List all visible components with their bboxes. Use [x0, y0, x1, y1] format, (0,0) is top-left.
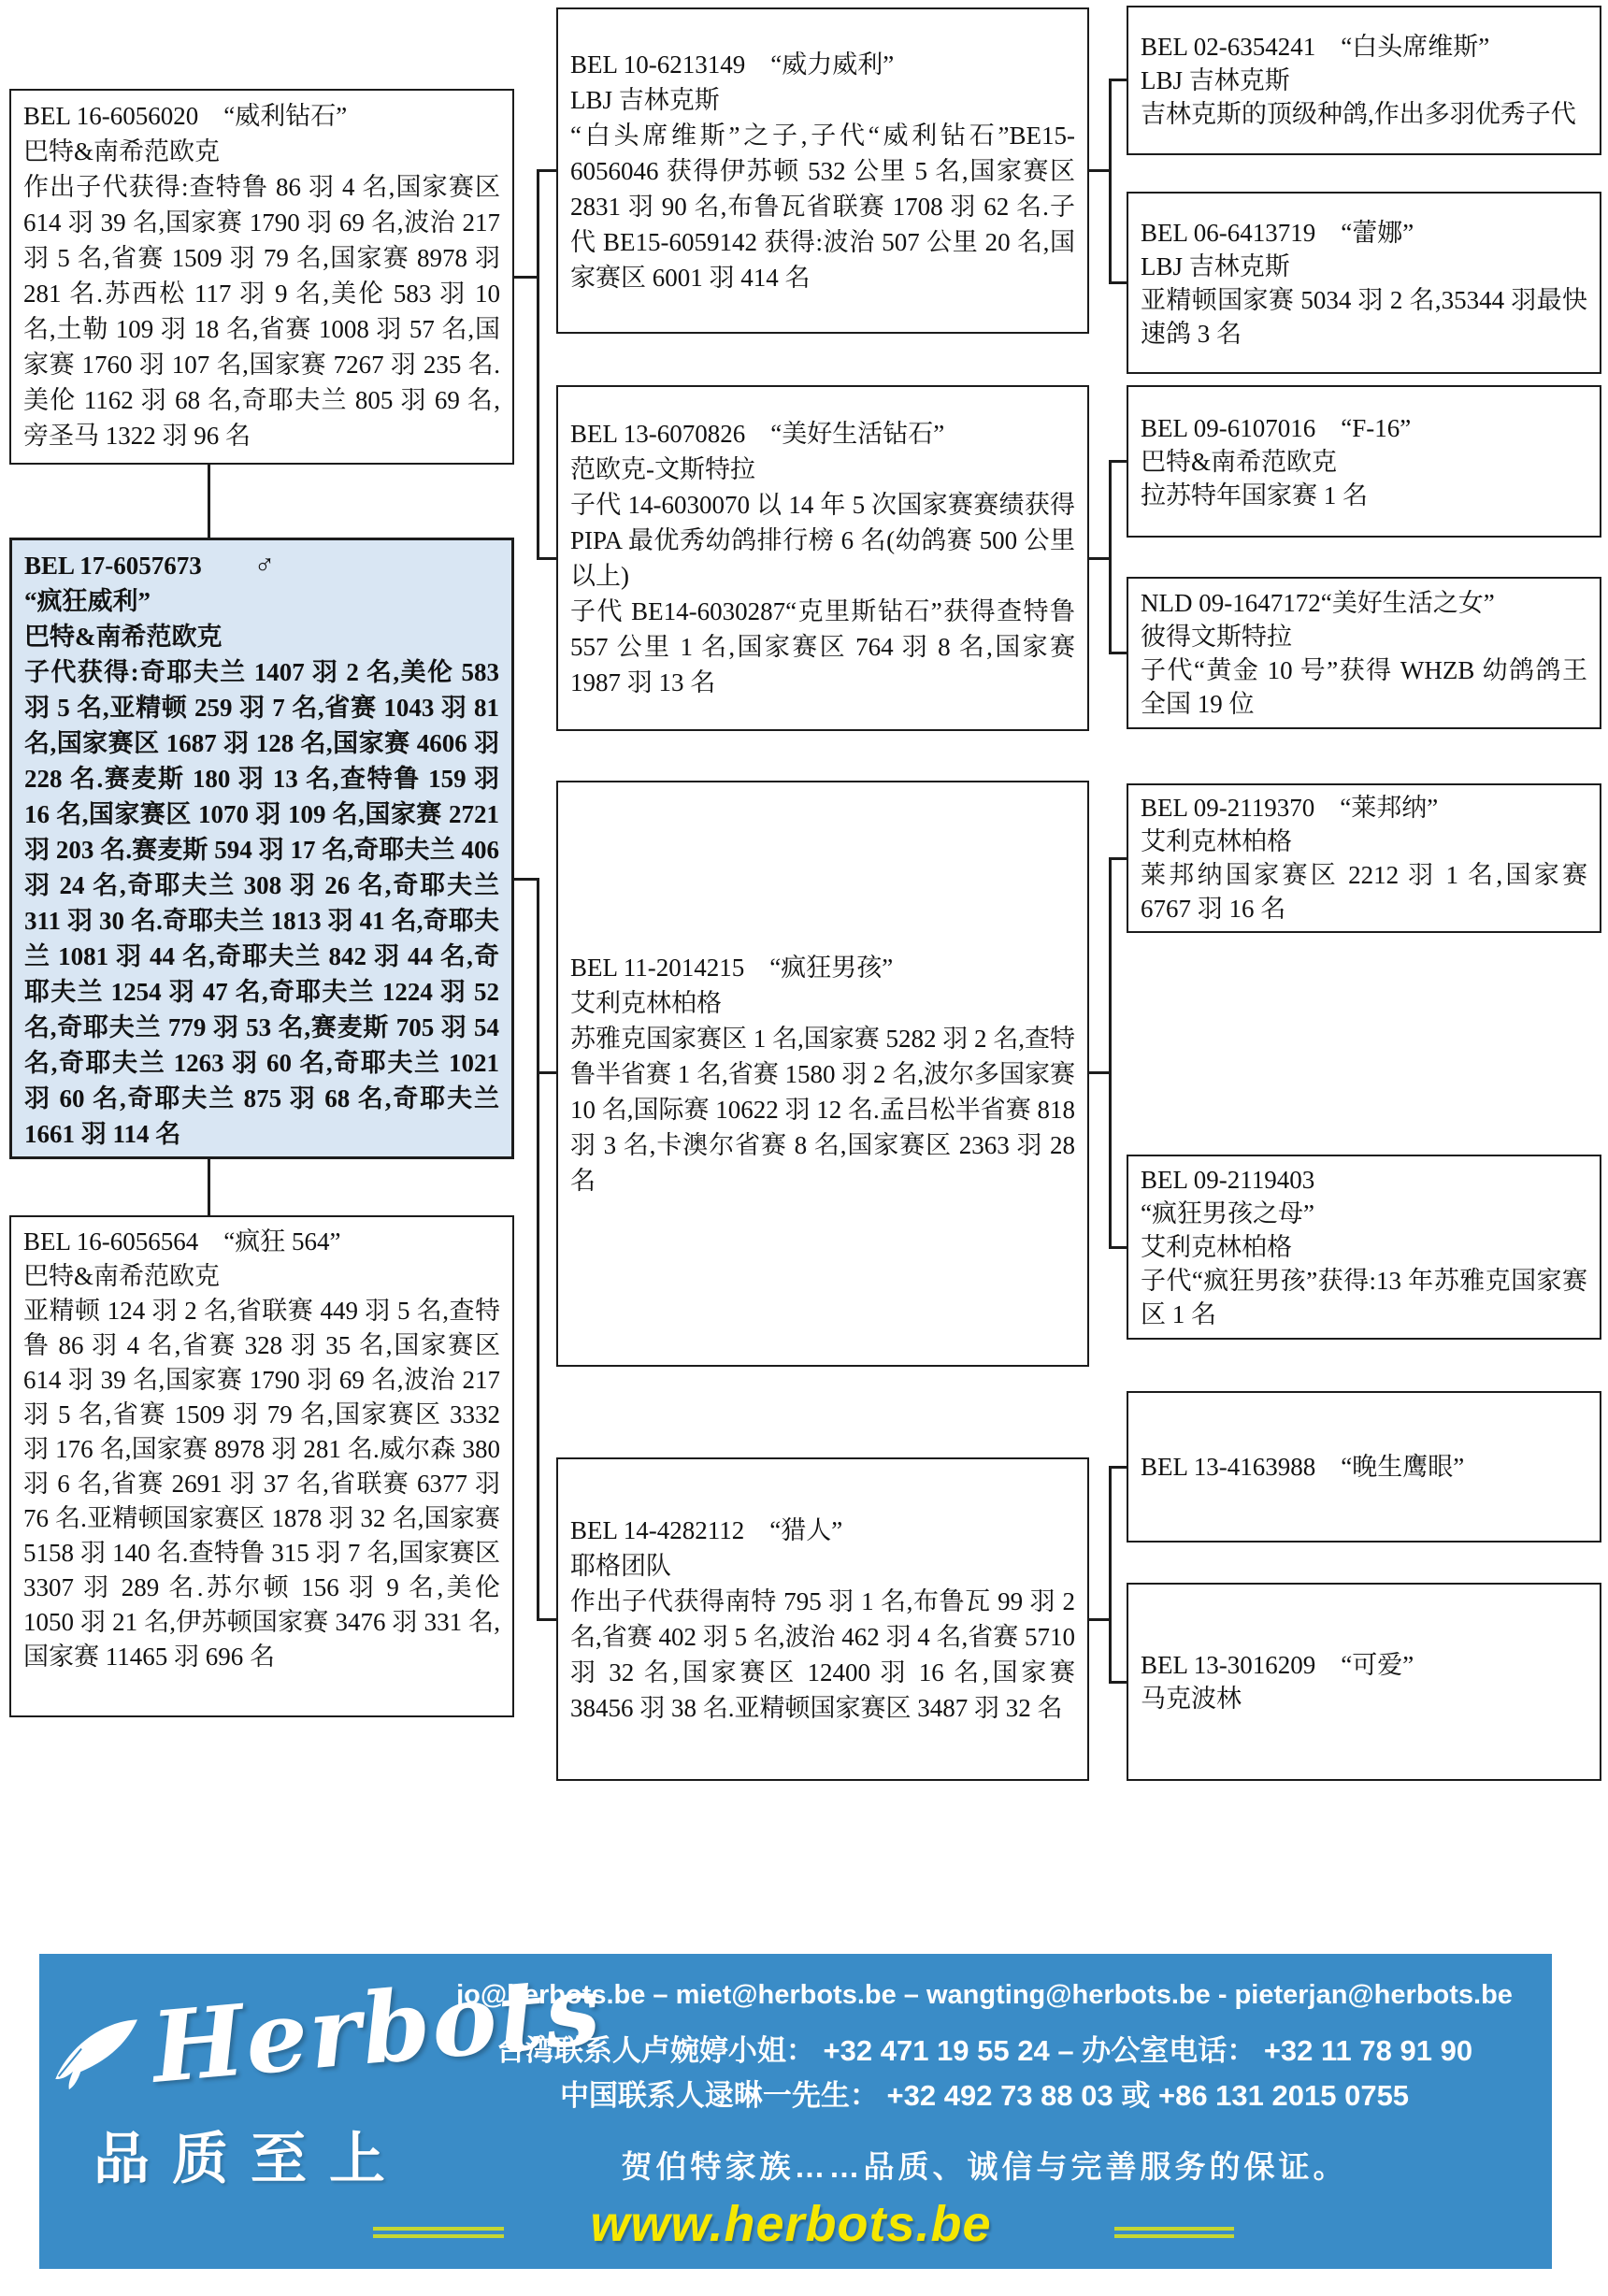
connector-line [1109, 1681, 1127, 1684]
performance-text: 亚精顿 124 羽 2 名,省联赛 449 羽 5 名,查特鲁 86 羽 4 名,省赛 328 羽 35 名,国家赛区 614 羽 39 名,国家赛 1790 羽 69 名,波治 217 羽 5 名,省赛 1509 羽 79 名,国家赛区 3332 羽 176 名,国家赛 8978 羽 281 名.威尔森 380 羽 6 名,省赛 2691 羽 37 名,省联赛 6377 羽 76 名.亚精顿国家赛区 1878 羽 32 名,国家赛 5158 羽 140 名.查特鲁 315 羽 7 名,国家赛区 3307 羽 289 名.苏尔顿 156 羽 9 名,美伦 1050 羽 21 名,伊苏顿国家赛 3476 羽 331 名,国家赛 11465 羽 696 名 [23, 1297, 500, 1671]
fancier-name: LBJ 吉林克斯 [1141, 66, 1290, 94]
ring-number-line [24, 548, 499, 583]
connector-line [514, 276, 539, 279]
connector-line [1109, 1466, 1112, 1684]
fancier-name: 巴特&南希范欧克 [23, 137, 221, 165]
performance-text: 子代 14-6030070 以 14 年 5 次国家赛赛绩获得 PIPA 最优秀幼鸽排行榜 6 名(幼鸽赛 500 公里以上) [570, 491, 1075, 590]
ring-number: BEL 09-2119403 [1141, 1166, 1315, 1194]
banner-tagline: 品质至上 [93, 2127, 408, 2192]
performance-text: 子代获得:奇耶夫兰 1407 羽 2 名,美伦 583 羽 5 名,亚精顿 259 羽 7 名,省赛 1043 羽 81 名,国家赛区 1687 羽 128 名,国家赛 4606 羽 228 名.赛麦斯 180 羽 13 名,查特鲁 159 羽 16 名,国家赛区 1070 羽 109 名,国家赛 2721 羽 203 名.赛麦斯 594 羽 17 名,奇耶夫兰 406 羽 24 名,奇耶夫兰 308 羽 26 名,奇耶夫兰 311 羽 30 名.奇耶夫兰 1813 羽 41 名,奇耶夫兰 1081 羽 44 名,奇耶夫兰 842 羽 44 名,奇耶夫兰 1254 羽 47 名,奇耶夫兰 1224 羽 52 名,奇耶夫兰 779 羽 53 名,赛麦斯 705 羽 54 名,奇耶夫兰 1263 羽 60 名,奇耶夫兰 1021 羽 60 名,奇耶夫兰 875 羽 68 名,奇耶夫兰 1661 羽 114 名 [24, 658, 499, 1148]
performance-text: 吉林克斯的顶级种鸽,作出多羽优秀子代 [1141, 100, 1576, 128]
performance-text: 亚精顿国家赛 5034 羽 2 名,35344 羽最快速鸽 3 名 [1141, 285, 1587, 348]
pedigree-box-nld-09-1647172 [1127, 577, 1601, 729]
connector-line [1109, 460, 1112, 654]
fancier-name: 范欧克-文斯特拉 [570, 455, 755, 483]
performance-text: 苏雅克国家赛区 1 名,国家赛 5282 羽 2 名,查特鲁半省赛 1 名,省赛 1580 羽 2 名,波尔多国家赛 10 名,国际赛 10622 羽 12 名.孟吕松半省赛 818 羽 3 名,卡澳尔省赛 8 名,国家赛区 2363 羽 28 名 [570, 1024, 1075, 1195]
ring-number-and-name: BEL 13-4163988 “晚生鹰眼” [1141, 1453, 1465, 1481]
connector-line [537, 878, 539, 1621]
fancier-name: 耶格团队 [570, 1552, 671, 1580]
ring-number: BEL 17-6057673 [24, 552, 202, 580]
connector-line [537, 169, 539, 560]
ring-number-and-name: BEL 13-6070826 “美好生活钻石” [570, 420, 945, 448]
connector-line [1109, 79, 1112, 284]
banner-taiwan-contact: 台湾联系人卢婉婷小姐： +32 471 19 55 24 – 办公室电话： +32 11 78 91 90 [495, 2034, 1473, 2067]
pedigree-box-bel-11-2014215 [556, 781, 1089, 1367]
connector-line [208, 465, 210, 538]
fancier-name: 彼得文斯特拉 [1141, 622, 1292, 651]
ring-number-and-name: BEL 13-3016209 “可爱” [1141, 1651, 1414, 1679]
fancier-name: 艾利克林柏格 [1141, 827, 1292, 855]
ring-number-and-name: BEL 16-6056564 “疯狂 564” [23, 1227, 341, 1256]
decorative-line [373, 2234, 504, 2238]
ring-number-and-name: BEL 09-6107016 “F-16” [1141, 413, 1412, 442]
banner-china-contact: 中国联系人逯晽一先生： +32 492 73 88 03 或 +86 131 2015 0755 [559, 2079, 1410, 2112]
connector-line [208, 1159, 210, 1215]
herbots-banner [39, 1951, 1552, 2269]
pedigree-box-bel-02-6354241 [1127, 6, 1601, 155]
fancier-name: 马克波林 [1141, 1685, 1242, 1713]
decorative-line [1114, 2234, 1234, 2238]
pedigree-box-bel-17-6057673-main [9, 538, 514, 1159]
pedigree-box-bel-13-3016209 [1127, 1583, 1601, 1781]
performance-text: 拉苏特年国家赛 1 名 [1141, 481, 1368, 509]
connector-line [514, 878, 539, 881]
pedigree-box-bel-13-4163988 [1127, 1391, 1601, 1543]
ring-number-and-name: BEL 09-2119370 “莱邦纳” [1141, 794, 1439, 822]
performance-text: “白头席维斯”之子,子代“威利钻石”BE15-6056046 获得伊苏顿 532 公里 5 名,国家赛区 2831 羽 90 名,布鲁瓦省联赛 1708 羽 62 名.子代 BE15-6059142 获得:波治 507 公里 20 名,国家赛区 6001 羽 414 名 [570, 121, 1075, 292]
ring-number-and-name: BEL 10-6213149 “威力威利” [570, 50, 895, 79]
performance-text: 子代“疯狂男孩”获得:13 年苏雅克国家赛区 1 名 [1141, 1267, 1587, 1328]
performance-text: 作出子代获得:查特鲁 86 羽 4 名,国家赛区 614 羽 39 名,国家赛 1790 羽 69 名,波治 217 羽 5 名,省赛 1509 羽 79 名,国家赛 8978 羽 281 名.苏西松 117 羽 9 名,美伦 583 羽 10 名,土勒 109 羽 18 名,省赛 1008 羽 57 名,国家赛 1760 羽 107 名,国家赛 7267 羽 235 名.美伦 1162 羽 68 名,奇耶夫兰 805 羽 69 名,旁圣马 1322 羽 96 名 [23, 173, 500, 450]
performance-text-2: 子代 BE14-6030287“克里斯钻石”获得查特鲁 557 公里 1 名,国家赛区 764 羽 8 名,国家赛 1987 羽 13 名 [570, 597, 1075, 696]
ring-number-and-name: BEL 14-4282112 “猎人” [570, 1516, 843, 1544]
connector-line [537, 169, 556, 172]
fancier-name: 巴特&南希范欧克 [23, 1262, 221, 1290]
pedigree-box-bel-06-6413719 [1127, 192, 1601, 374]
pedigree-box-bel-09-6107016 [1127, 385, 1601, 538]
fancier-name: 巴特&南希范欧克 [24, 623, 223, 651]
ring-number-and-name: NLD 09-1647172“美好生活之女” [1141, 588, 1495, 617]
decorative-line [373, 2227, 504, 2231]
connector-line [537, 557, 556, 560]
ring-number-and-name: BEL 11-2014215 “疯狂男孩” [570, 953, 894, 982]
pigeon-name: “疯狂男孩之母” [1141, 1199, 1314, 1227]
pedigree-box-bel-16-6056020 [9, 89, 514, 465]
pedigree-box-bel-14-4282112 [556, 1457, 1089, 1781]
pedigree-box-bel-13-6070826 [556, 385, 1089, 731]
connector-line [1109, 1466, 1127, 1469]
fancier-name: 艾利克林柏格 [1141, 1233, 1292, 1261]
decorative-line [1114, 2227, 1234, 2231]
ring-number-and-name: BEL 02-6354241 “白头席维斯” [1141, 33, 1490, 61]
performance-text: 子代“黄金 10 号”获得 WHZB 幼鸽鸽王全国 19 位 [1141, 655, 1587, 718]
performance-text: 作出子代获得南特 795 羽 1 名,布鲁瓦 99 羽 2 名,省赛 402 羽 5 名,波治 462 羽 4 名,省赛 5710 羽 32 名,国家赛区 12400 羽 16 名,国家赛 38456 羽 38 名.亚精顿国家赛区 3487 羽 32 名 [570, 1587, 1075, 1722]
banner-website-url: www.herbots.be [590, 2196, 992, 2252]
pedigree-box-bel-09-2119403 [1127, 1155, 1601, 1340]
herbots-logo: Herbots [147, 1951, 607, 2105]
connector-line [1109, 460, 1127, 463]
connector-line [1109, 652, 1127, 654]
connector-line [1109, 857, 1127, 860]
ring-number-and-name: BEL 16-6056020 “威利钻石” [23, 102, 348, 130]
pigeon-name: “疯狂威利” [24, 587, 151, 615]
ring-number-and-name: BEL 06-6413719 “蕾娜” [1141, 218, 1414, 247]
connector-line [1109, 857, 1112, 1249]
banner-emails: jo@herbots.be – miet@herbots.be – wangting@herbots.be - pieterjan@herbots.be [456, 1980, 1513, 2010]
banner-slogan: 贺伯特家族……品质、诚信与完善服务的保证。 [621, 2149, 1348, 2184]
pedigree-box-bel-09-2119370 [1127, 783, 1601, 933]
fancier-name: 艾利克林柏格 [570, 988, 722, 1017]
connector-line [1109, 281, 1127, 284]
performance-text: 莱邦纳国家赛区 2212 羽 1 名,国家赛 6767 羽 16 名 [1141, 861, 1587, 923]
connector-line [537, 1618, 556, 1621]
fancier-name: LBJ 吉林克斯 [1141, 251, 1290, 280]
connector-line [537, 1071, 556, 1074]
connector-line [1109, 1246, 1127, 1249]
connector-line [1109, 79, 1127, 81]
feather-icon [40, 2015, 155, 2104]
fancier-name: 巴特&南希范欧克 [1141, 447, 1338, 476]
male-sex-icon: ♂ [253, 550, 276, 581]
fancier-name: LBJ 吉林克斯 [570, 85, 720, 114]
pedigree-box-bel-16-6056564 [9, 1215, 514, 1717]
pedigree-box-bel-10-6213149 [556, 7, 1089, 334]
